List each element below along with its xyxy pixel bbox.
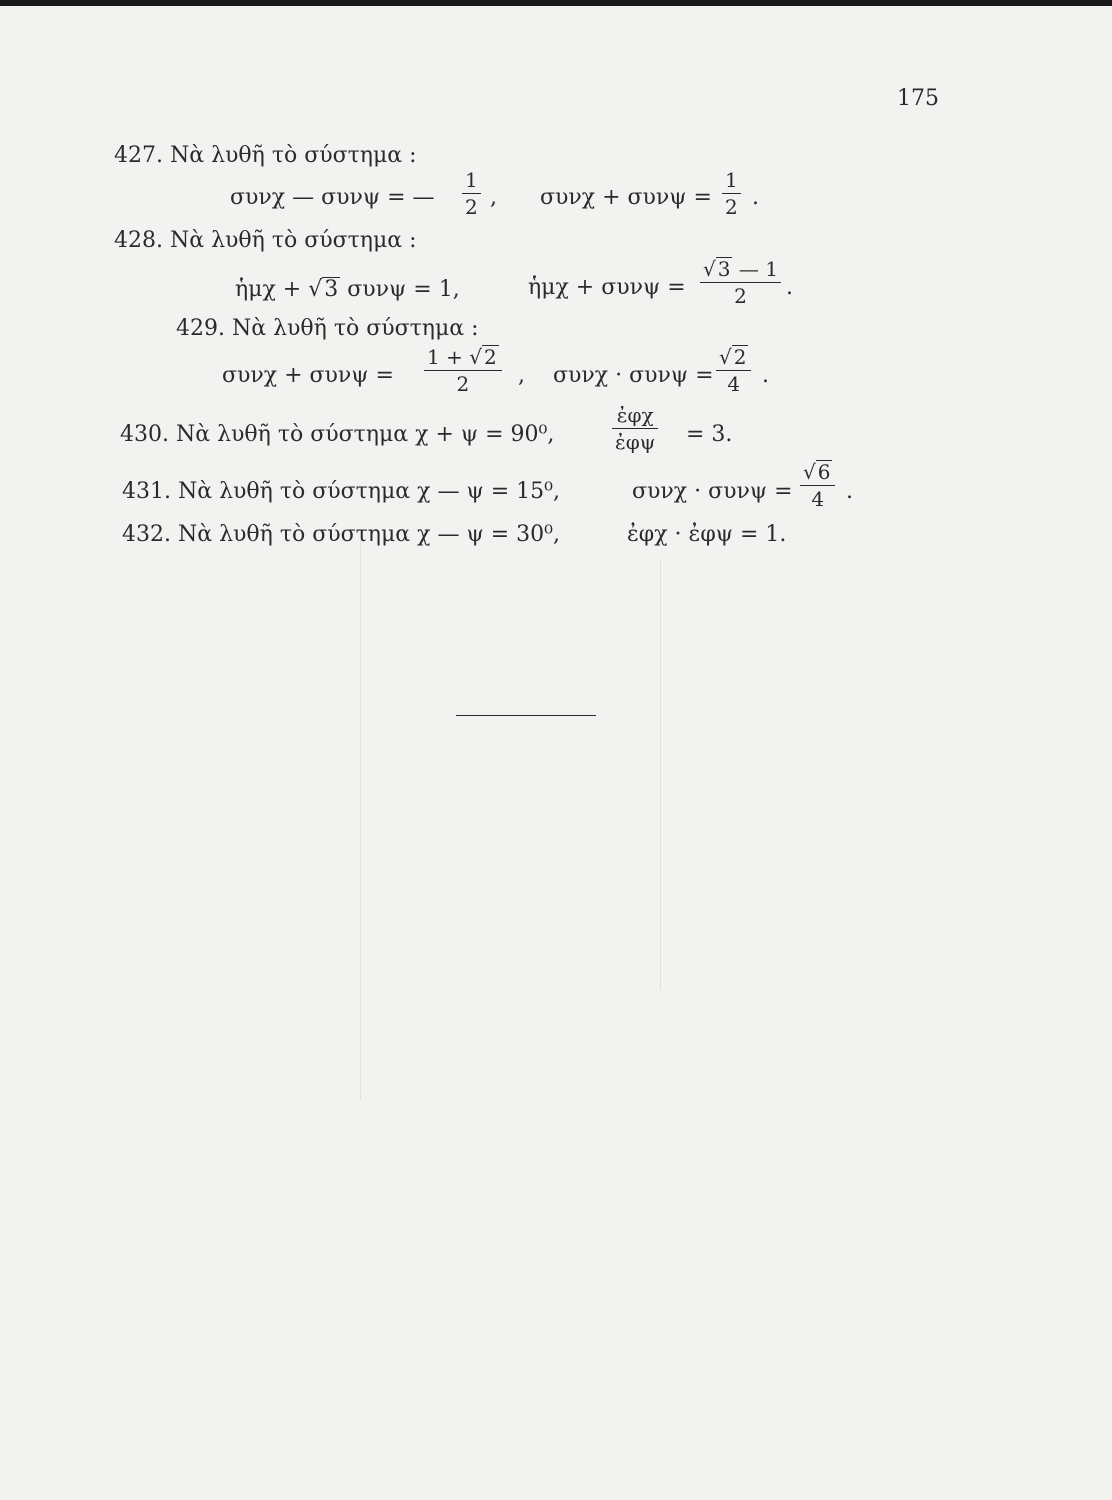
equation-432-2: ἐφχ · ἐφψ = 1. — [627, 522, 787, 547]
numerator: 1 — [725, 168, 738, 192]
numerator: √ 2 — [719, 345, 747, 369]
fraction-427-2 — [722, 170, 741, 217]
radicand: 2 — [733, 345, 747, 369]
fraction-428-2 — [700, 257, 781, 306]
bleed-through-line — [360, 540, 361, 1100]
punctuation: , — [518, 363, 525, 388]
problem-label: 427. — [114, 143, 163, 168]
denominator: 4 — [800, 485, 835, 509]
radicand: 6 — [817, 460, 831, 484]
numerator: √ 3 — 1 — [703, 257, 778, 281]
equation-428-2-lhs: ἡμχ + συνψ = — [528, 275, 686, 300]
fraction-429-2 — [716, 345, 751, 394]
radicand: 3 — [324, 277, 339, 302]
problem-statement: Νὰ λυθῆ τὸ σύστημα : — [169, 228, 417, 253]
punctuation: . — [786, 275, 793, 300]
numerator: 1 + √ 2 — [427, 345, 497, 369]
bleed-through-line — [660, 560, 661, 990]
problem-427 — [114, 145, 417, 167]
radicand: 3 — [717, 257, 731, 281]
scan-top-edge — [0, 0, 1112, 6]
denominator: 2 — [462, 193, 481, 217]
equation-427-1-lhs: συνχ — συνψ = — — [230, 185, 435, 210]
punctuation: . — [762, 363, 769, 388]
equation-430-tail: = 3. — [686, 422, 733, 447]
punctuation: , — [490, 185, 497, 210]
problem-statement: Νὰ λυθῆ τὸ σύστημα χ — ψ = 30⁰, — [177, 522, 560, 547]
denominator: 2 — [700, 282, 781, 306]
numerator-part: 1 + — [427, 345, 463, 369]
expression-part: ἡμχ + — [235, 277, 302, 302]
numerator-rest: — 1 — [738, 257, 778, 281]
punctuation: . — [752, 185, 759, 210]
denominator: 2 — [722, 193, 741, 217]
equation-431-2-lhs: συνχ · συνψ = — [632, 479, 793, 504]
denominator: 2 — [424, 370, 502, 394]
problem-label: 431. — [122, 479, 171, 504]
problem-statement: Νὰ λυθῆ τὸ σύστημα χ — ψ = 15⁰, — [177, 479, 560, 504]
page-number: 175 — [897, 86, 939, 111]
problem-label: 432. — [122, 522, 171, 547]
denominator: ἐφψ — [612, 428, 658, 452]
radicand: 2 — [483, 345, 497, 369]
problem-429 — [176, 318, 479, 340]
problem-label: 429. — [176, 316, 225, 341]
problem-statement: Νὰ λυθῆ τὸ σύστημα : — [169, 143, 417, 168]
numerator: √ 6 — [803, 460, 831, 484]
problem-431 — [122, 481, 560, 503]
numerator: ἐφχ — [616, 403, 654, 427]
problem-428 — [114, 230, 417, 252]
denominator: 4 — [716, 370, 751, 394]
fraction-429-1 — [424, 345, 502, 394]
equation-428-1: ἡμχ + √3 συνψ = 1, — [235, 277, 460, 302]
problem-432 — [122, 524, 560, 546]
equation-429-2-lhs: συνχ · συνψ = — [553, 363, 714, 388]
problem-statement: Νὰ λυθῆ τὸ σύστημα χ + ψ = 90⁰, — [175, 422, 555, 447]
fraction-430 — [612, 405, 658, 452]
numerator: 1 — [465, 168, 478, 192]
problem-430 — [120, 424, 554, 446]
punctuation: . — [846, 479, 853, 504]
equation-427-2-lhs: συνχ + συνψ = — [540, 185, 712, 210]
fraction-427-1 — [462, 170, 481, 217]
expression-part: συνψ = 1, — [347, 277, 460, 302]
equation-429-1-lhs: συνχ + συνψ = — [222, 363, 394, 388]
section-divider — [456, 715, 596, 716]
fraction-431-2 — [800, 460, 835, 509]
problem-label: 430. — [120, 422, 169, 447]
problem-label: 428. — [114, 228, 163, 253]
problem-statement: Νὰ λυθῆ τὸ σύστημα : — [231, 316, 479, 341]
